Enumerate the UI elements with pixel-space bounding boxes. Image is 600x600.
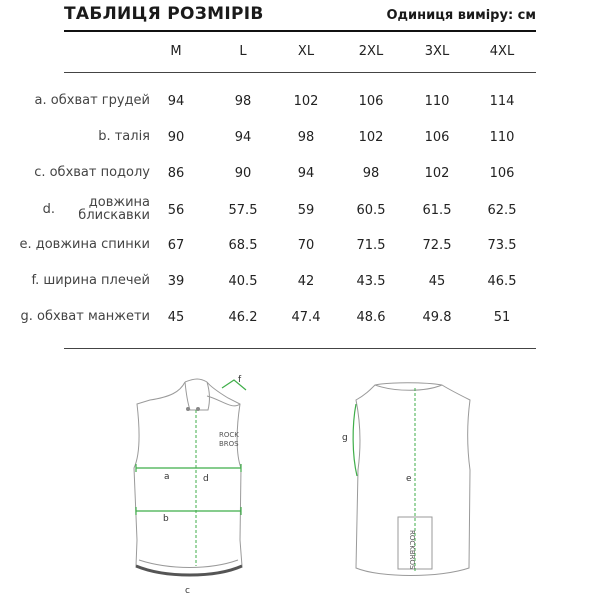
row-label-shoulder: f. ширина плечей (31, 273, 150, 288)
table-cell: 46.2 (228, 310, 258, 325)
table-cell: 62.5 (487, 203, 517, 218)
table-cell: 114 (489, 94, 515, 109)
shoulder-measure-line (222, 380, 246, 390)
row-label-zipper-line2: блискавки (78, 208, 150, 223)
row-label-zipper-line1: довжина (88, 195, 150, 210)
table-cell: 106 (358, 94, 384, 109)
table-cell: 51 (493, 310, 511, 325)
table-cell: 110 (489, 130, 515, 145)
table-cell: 46.5 (487, 274, 517, 289)
label-f: f (238, 375, 242, 385)
table-cell: 98 (362, 166, 380, 181)
table-cell: 45 (167, 310, 185, 325)
label-g: g (342, 433, 348, 443)
page-title: ТАБЛИЦЯ РОЗМІРІВ (64, 4, 264, 24)
label-b: b (163, 514, 169, 524)
table-cell: 48.6 (356, 310, 386, 325)
table-cell: 102 (293, 94, 319, 109)
table-cell: 49.8 (422, 310, 452, 325)
table-cell: 60.5 (356, 203, 386, 218)
size-header-4xl: 4XL (489, 44, 515, 59)
table-cell: 98 (234, 94, 252, 109)
table-cell: 70 (297, 238, 315, 253)
label-d: d (203, 474, 209, 484)
size-header-3xl: 3XL (424, 44, 450, 59)
size-header-2xl: 2XL (358, 44, 384, 59)
size-header-l: L (239, 44, 247, 59)
table-cell: 106 (489, 166, 515, 181)
table-cell: 68.5 (228, 238, 258, 253)
size-header-xl: XL (297, 44, 315, 59)
back-brand: ROCKBROS (408, 530, 416, 570)
table-cell: 43.5 (356, 274, 386, 289)
unit-label: Одиниця виміру: см (386, 8, 536, 23)
table-cell: 67 (167, 238, 185, 253)
table-cell: 110 (424, 94, 450, 109)
label-a: a (164, 472, 170, 482)
row-label-back-length: e. довжина спинки (19, 237, 150, 252)
table-cell: 94 (297, 166, 315, 181)
table-cell: 106 (424, 130, 450, 145)
table-cell: 102 (358, 130, 384, 145)
table-cell: 86 (167, 166, 185, 181)
table-cell: 56 (167, 203, 185, 218)
table-cell: 72.5 (422, 238, 452, 253)
table-cell: 90 (234, 166, 252, 181)
table-cell: 42 (297, 274, 315, 289)
row-label-waist: b. талія (98, 129, 150, 144)
armhole-measure-line (353, 404, 357, 476)
table-cell: 94 (167, 94, 185, 109)
table-cell: 61.5 (422, 203, 452, 218)
front-brand-line1: ROCK (219, 431, 239, 439)
table-cell: 98 (297, 130, 315, 145)
row-label-chest: a. обхват грудей (34, 93, 150, 108)
table-cell: 40.5 (228, 274, 258, 289)
table-cell: 45 (428, 274, 446, 289)
size-header-m: M (170, 44, 182, 59)
front-brand-line2: BROS (219, 440, 239, 448)
table-cell: 57.5 (228, 203, 258, 218)
table-cell: 73.5 (487, 238, 517, 253)
table-cell: 59 (297, 203, 315, 218)
row-label-hem: c. обхват подолу (34, 165, 150, 180)
label-c: c (185, 586, 190, 596)
table-cell: 39 (167, 274, 185, 289)
table-cell: 71.5 (356, 238, 386, 253)
table-cell: 90 (167, 130, 185, 145)
row-label-cuff: g. обхват манжети (20, 309, 150, 324)
table-cell: 94 (234, 130, 252, 145)
table-cell: 47.4 (291, 310, 321, 325)
table-cell: 102 (424, 166, 450, 181)
label-e: e (406, 474, 412, 484)
row-label-zipper-letter: d. (42, 202, 55, 217)
